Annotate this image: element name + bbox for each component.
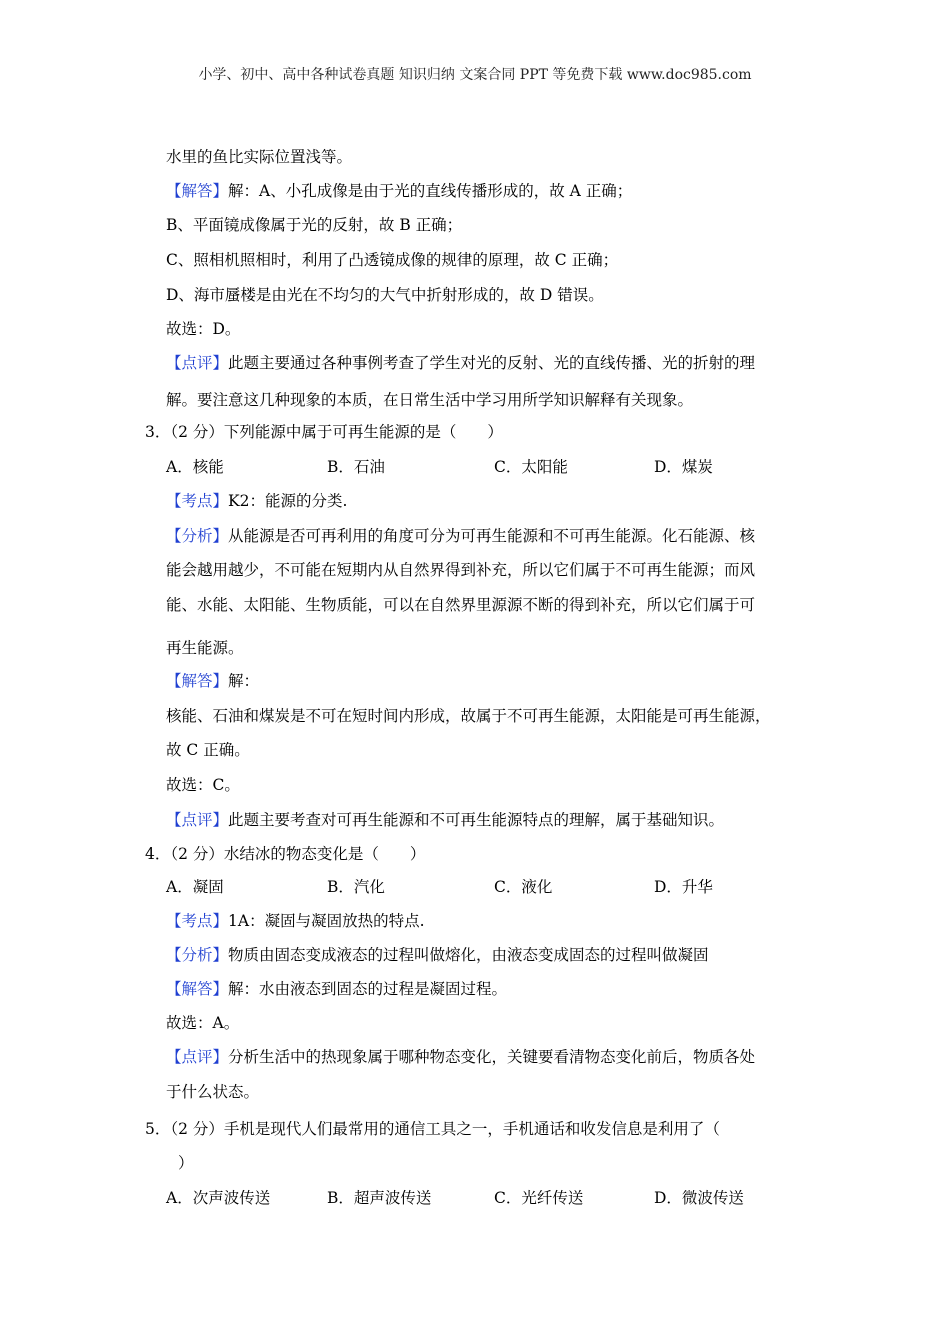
question-stem: 5．（2 分）手机是现代人们最常用的通信工具之一，手机通话和收发信息是利用了（ xyxy=(145,1120,720,1138)
question-stem: 4．（2 分）水结冰的物态变化是（ ） xyxy=(145,845,426,863)
text-line: 能会越用越少，不可能在短期内从自然界得到补充，所以它们属于不可再生能源；而风 xyxy=(166,561,756,579)
option-c: C．太阳能 xyxy=(494,458,568,476)
text-line: 水里的鱼比实际位置浅等。 xyxy=(166,148,353,166)
text-line: D、海市蜃楼是由光在不均匀的大气中折射形成的，故 D 错误。 xyxy=(166,286,604,304)
text-line: 再生能源。 xyxy=(166,639,244,657)
text-line: 【解答】解： xyxy=(166,672,260,690)
text-line: 【考点】1A：凝固与凝固放热的特点. xyxy=(166,912,425,930)
text-line: B、平面镜成像属于光的反射，故 B 正确； xyxy=(166,216,463,234)
page-header: 小学、初中、高中各种试卷真题 知识归纳 文案合同 PPT 等免费下载 www.doc985.com xyxy=(198,67,752,83)
option-b: B．石油 xyxy=(327,458,385,476)
text-line: 能、水能、太阳能、生物质能，可以在自然界里源源不断的得到补充，所以它们属于可 xyxy=(166,596,756,614)
text-line: 【分析】从能源是否可再利用的角度可分为可再生能源和不可再生能源。化石能源、核 xyxy=(166,527,756,545)
text-line: 【点评】此题主要通过各种事例考查了学生对光的反射、光的直线传播、光的折射的理 xyxy=(166,354,756,372)
option-a: A．核能 xyxy=(166,458,224,476)
text-line: 解。要注意这几种现象的本质，在日常生活中学习用所学知识解释有关现象。 xyxy=(166,391,694,409)
text-line: 【解答】解：水由液态到固态的过程是凝固过程。 xyxy=(166,980,508,998)
text-line: 【点评】此题主要考查对可再生能源和不可再生能源特点的理解，属于基础知识。 xyxy=(166,811,725,829)
text-line: 【解答】解：A、小孔成像是由于光的直线传播形成的，故 A 正确； xyxy=(166,182,633,200)
text-line: 故 C 正确。 xyxy=(166,741,250,759)
option-c: C．液化 xyxy=(494,878,553,896)
option-a: A．次声波传送 xyxy=(166,1189,271,1207)
text-line: C、照相机照相时，利用了凸透镜成像的规律的原理，故 C 正确； xyxy=(166,251,619,269)
text-line: 故选：D。 xyxy=(166,320,241,338)
text-line: ） xyxy=(178,1154,194,1172)
text-line: 于什么状态。 xyxy=(166,1083,260,1101)
text-line: 【分析】物质由固态变成液态的过程叫做熔化，由液态变成固态的过程叫做凝固 xyxy=(166,946,709,964)
text-line: 故选：A。 xyxy=(166,1014,240,1032)
option-d: D．升华 xyxy=(654,878,713,896)
option-b: B．超声波传送 xyxy=(327,1189,432,1207)
option-d: D．微波传送 xyxy=(654,1189,744,1207)
text-line: 核能、石油和煤炭是不可在短时间内形成，故属于不可再生能源，太阳能是可再生能源， xyxy=(166,707,771,725)
text-line: 【考点】K2：能源的分类. xyxy=(166,492,348,510)
question-stem: 3．（2 分）下列能源中属于可再生能源的是（ ） xyxy=(145,423,503,441)
text-line: 故选：C。 xyxy=(166,776,240,794)
option-b: B．汽化 xyxy=(327,878,385,896)
option-d: D．煤炭 xyxy=(654,458,713,476)
option-a: A．凝固 xyxy=(166,878,224,896)
option-c: C．光纤传送 xyxy=(494,1189,584,1207)
text-line: 【点评】分析生活中的热现象属于哪种物态变化，关键要看清物态变化前后，物质各处 xyxy=(166,1048,756,1066)
